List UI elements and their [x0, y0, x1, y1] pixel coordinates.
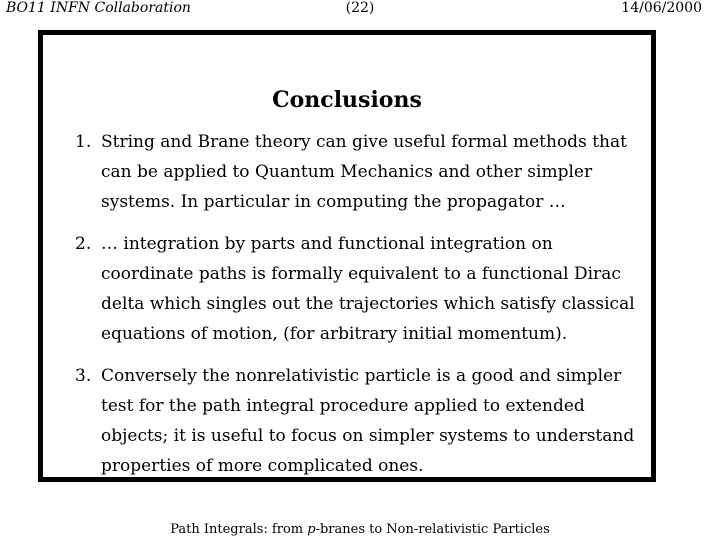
conclusions-list	[75, 127, 650, 493]
list-item-number: 1.	[75, 132, 92, 152]
header-date: 14/06/2000	[621, 0, 702, 16]
list-item-text: … integration by parts and functional integration on coordinate paths is formally equivalent to a functional Dirac delta which singles out the trajectories which satisfy classical equations of motion, (for arbitrary initial momentum).	[101, 234, 635, 344]
footer-italic: p	[307, 522, 316, 537]
list-item-text: String and Brane theory can give useful formal methods that can be applied to Quantum Mechanics and other simpler systems. In particular in computing the propagator …	[101, 132, 627, 212]
slide-title: Conclusions	[272, 87, 422, 113]
footer-suffix: -branes to Non-relativistic Particles	[315, 522, 550, 537]
list-item-number: 2.	[75, 234, 92, 254]
list-item	[75, 229, 650, 349]
list-item-number: 3.	[75, 366, 92, 386]
list-item	[75, 127, 650, 217]
page-number: (22)	[345, 0, 375, 16]
footer-title	[0, 522, 720, 538]
header-collaboration: BO11 INFN Collaboration	[6, 0, 191, 16]
list-item-text: Conversely the nonrelativistic particle is a good and simpler test for the path integral procedure applied to extended objects; it is useful to focus on simpler systems to understand properties of more complicated ones.	[101, 366, 635, 476]
slide-frame	[38, 30, 656, 482]
list-item	[75, 361, 650, 481]
footer-prefix: Path Integrals: from	[170, 522, 308, 537]
